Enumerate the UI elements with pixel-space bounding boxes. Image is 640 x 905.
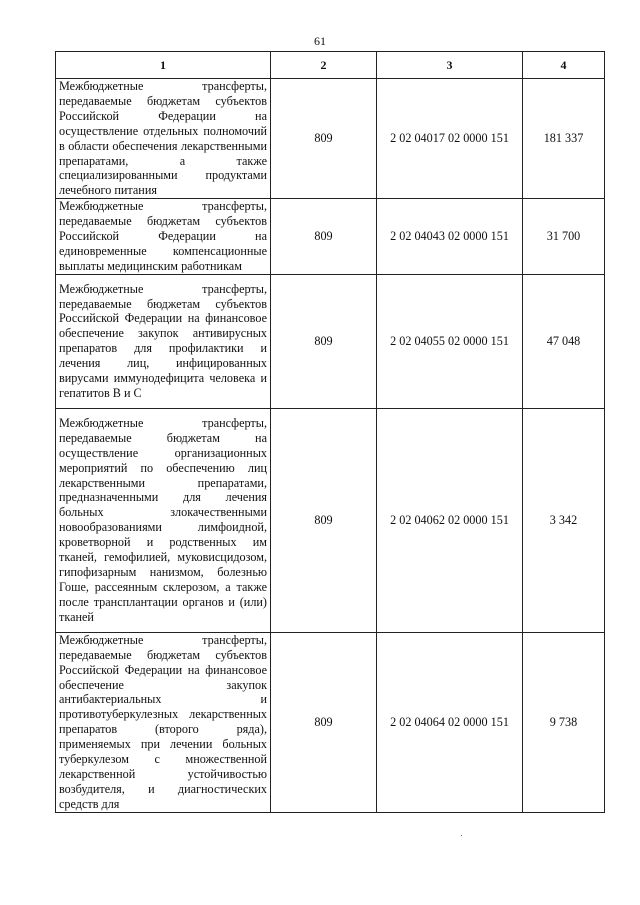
row-description: Межбюджетные трансферты, передаваемые бюджетам на осуществление организационных мероприятий по обеспечению лиц лекарственными препаратами, предназначенными для лечения больных злокачественными новообразованиями лимфоидной, кроветворной и родственных им тканей, гемофилией, муковисцидозом, гипофизарным нанизмом, болезнью Гоше, рассеянным склерозом, а также после трансплантации органов и (или) тканей (56, 408, 271, 632)
row-description: Межбюджетные трансферты, передаваемые бюджетам субъектов Российской Федерации на единовременные компенсационные выплаты медицинским работникам (56, 199, 271, 275)
table-row (56, 632, 605, 812)
budget-table (55, 51, 605, 813)
column-header-3: 3 (377, 52, 523, 79)
row-description: Межбюджетные трансферты, передаваемые бюджетам субъектов Российской Федерации на финансовое обеспечение закупок антивирусных препаратов для профилактики и лечения лиц, инфицированных вирусами иммунодефицита человека и гепатитов В и С (56, 274, 271, 408)
column-header-1: 1 (56, 52, 271, 79)
table-row (56, 79, 605, 199)
row-amount: 3 342 (523, 408, 605, 632)
column-header-2: 2 (271, 52, 377, 79)
table-row (56, 199, 605, 275)
row-amount: 181 337 (523, 79, 605, 199)
row-description: Межбюджетные трансферты, передаваемые бюджетам субъектов Российской Федерации на финансовое обеспечение закупок антибактериальных и противотуберкулезных лекарственных препаратов (второго ряда), применяемых при лечении больных туберкулезом с множественной лекарственной устойчивостью возбудителя, и диагностических средств для (56, 632, 271, 812)
row-budget-classification-code: 2 02 04017 02 0000 151 (377, 79, 523, 199)
table-header-row (56, 52, 605, 79)
row-budget-classification-code: 2 02 04055 02 0000 151 (377, 274, 523, 408)
row-budget-classification-code: 2 02 04043 02 0000 151 (377, 199, 523, 275)
row-budget-classification-code: 2 02 04062 02 0000 151 (377, 408, 523, 632)
row-budget-classification-code: 2 02 04064 02 0000 151 (377, 632, 523, 812)
row-admin-code: 809 (271, 199, 377, 275)
page-number: 61 (314, 34, 326, 48)
row-admin-code: 809 (271, 408, 377, 632)
table-row (56, 274, 605, 408)
scan-speck (461, 835, 462, 836)
row-admin-code: 809 (271, 274, 377, 408)
column-header-4: 4 (523, 52, 605, 79)
row-admin-code: 809 (271, 79, 377, 199)
row-amount: 47 048 (523, 274, 605, 408)
row-admin-code: 809 (271, 632, 377, 812)
table-row (56, 408, 605, 632)
row-amount: 9 738 (523, 632, 605, 812)
row-description: Межбюджетные трансферты, передаваемые бюджетам субъектов Российской Федерации на осуществление отдельных полномочий в области обеспечения лекарственными препаратами, а также специализированными продуктами лечебного питания (56, 79, 271, 199)
row-amount: 31 700 (523, 199, 605, 275)
